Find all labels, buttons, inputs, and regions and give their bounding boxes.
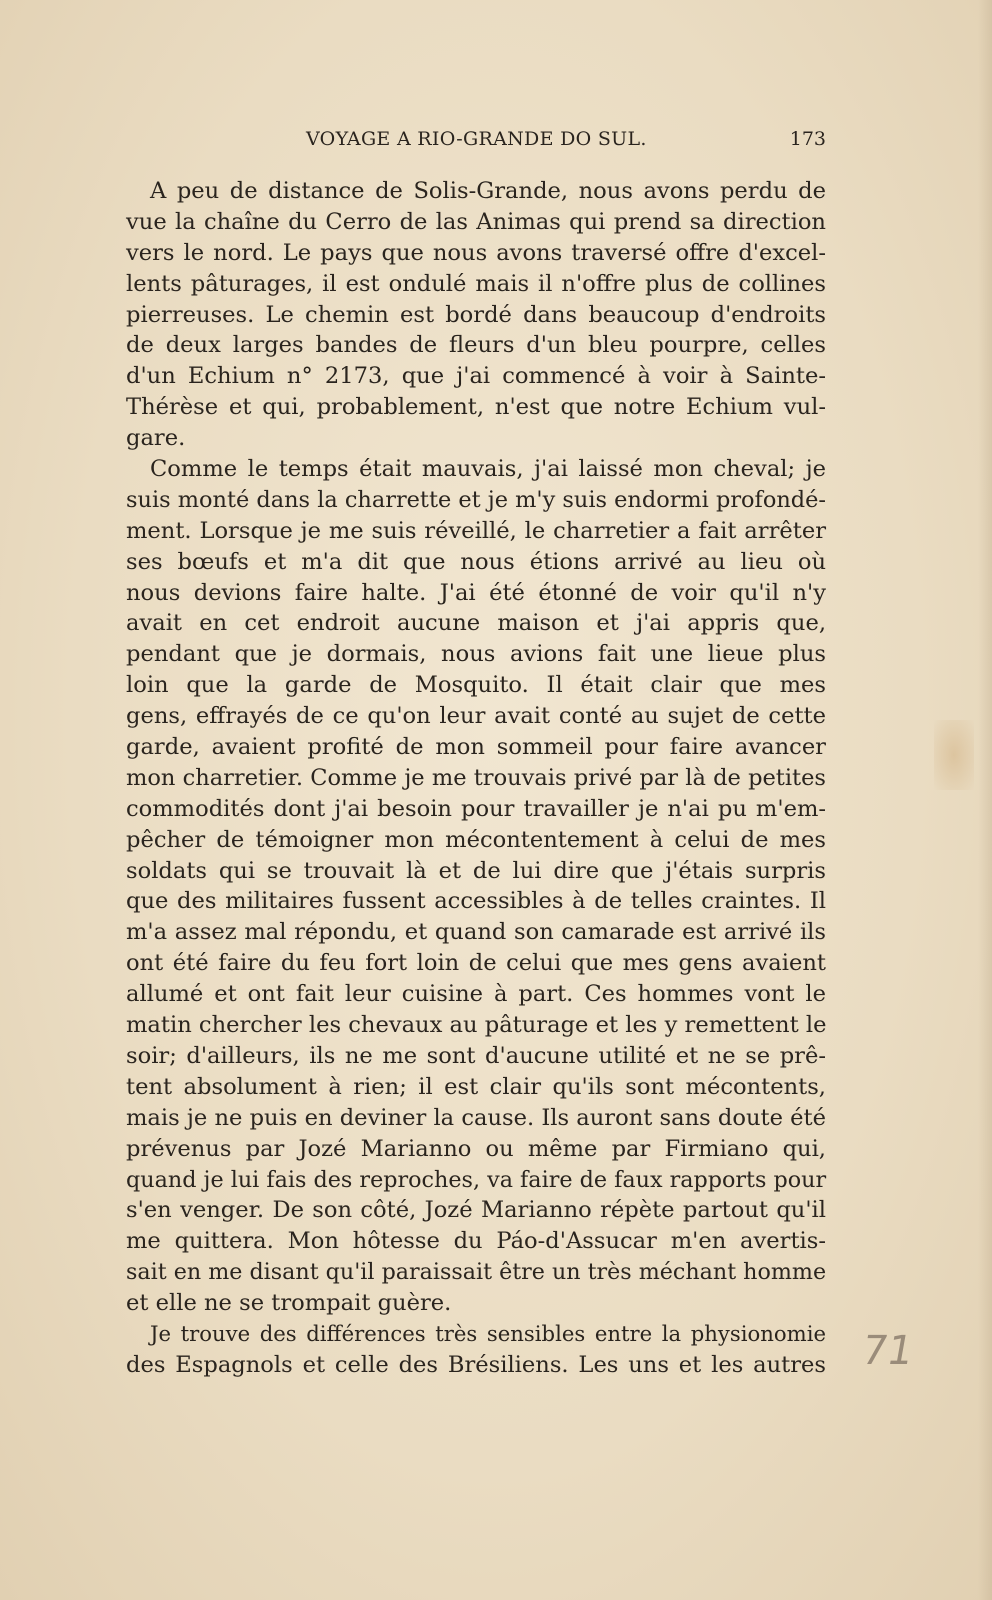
text-line: A peu de distance de Solis-Grande, nous avons perdu de bbox=[150, 178, 826, 204]
text-line: vers le nord. Le pays que nous avons traversé offre d'excel- bbox=[126, 239, 826, 266]
text-line: vue la chaîne du Cerro de las Animas qui prend sa direction bbox=[126, 208, 826, 235]
text-line: ont été faire du feu fort loin de celui que mes gens avaient bbox=[126, 950, 826, 977]
text-line: loin que la garde de Mosquito. Il était clair que mes bbox=[126, 672, 826, 699]
text-line: commodités dont j'ai besoin pour travailler je n'ai pu m'em- bbox=[126, 795, 826, 822]
text-line: des Espagnols et celle des Brésiliens. Les uns et les autres bbox=[126, 1351, 826, 1378]
text-line: ses bœufs et m'a dit que nous étions arrivé au lieu où bbox=[126, 548, 826, 575]
margin-annotation: 71 bbox=[857, 1328, 917, 1374]
text-line: me quittera. Mon hôtesse du Páo-d'Assucar m'en avertis- bbox=[126, 1228, 826, 1255]
text-line: allumé et ont fait leur cuisine à part. Ces hommes vont le bbox=[126, 981, 826, 1008]
text-line: de deux larges bandes de fleurs d'un bleu pourpre, celles bbox=[126, 332, 826, 359]
text-line: matin chercher les chevaux au pâturage et les y remettent le bbox=[126, 1012, 827, 1039]
text-line: ment. Lorsque je me suis réveillé, le charretier a fait arrêter bbox=[126, 517, 826, 544]
text-line: s'en venger. De son côté, Jozé Marianno répète partout qu'il bbox=[126, 1197, 826, 1224]
text-line: garde, avaient profité de mon sommeil pour faire avancer bbox=[126, 734, 826, 761]
page-number: 173 bbox=[789, 128, 826, 150]
text-line: et elle ne se trompait guère. bbox=[126, 1290, 452, 1317]
page-header bbox=[126, 128, 826, 158]
text-line: sait en me disant qu'il paraissait être un très méchant homme bbox=[126, 1259, 827, 1286]
text-line: quand je lui fais des reproches, va faire de faux rapports pour bbox=[126, 1166, 827, 1193]
body-text bbox=[126, 176, 826, 1381]
text-line: suis monté dans la charrette et je m'y suis endormi profondé- bbox=[126, 486, 826, 513]
text-line: tent absolument à rien; il est clair qu'ils sont mécontents, bbox=[126, 1073, 826, 1100]
paper-stain bbox=[934, 720, 974, 790]
text-line: m'a assez mal répondu, et quand son camarade est arrivé ils bbox=[126, 919, 826, 946]
text-line: mon charretier. Comme je me trouvais privé par là de petites bbox=[126, 764, 826, 791]
text-line: gens, effrayés de ce qu'on leur avait conté au sujet de cette bbox=[126, 703, 826, 730]
page-edge-shading bbox=[978, 0, 992, 1600]
text-line: soir; d'ailleurs, ils ne me sont d'aucune utilité et ne se prê- bbox=[126, 1042, 826, 1069]
text-line: Comme le temps était mauvais, j'ai laissé mon cheval; je bbox=[150, 456, 826, 483]
text-line: Thérèse et qui, probablement, n'est que notre Echium vul- bbox=[126, 394, 826, 421]
text-line: mais je ne puis en deviner la cause. Ils auront sans doute été bbox=[126, 1104, 826, 1131]
running-title: VOYAGE A RIO-GRANDE DO SUL. bbox=[306, 128, 647, 150]
text-line: Je trouve des différences très sensibles entre la physionomie bbox=[150, 1320, 826, 1346]
text-line: soldats qui se trouvait là et de lui dire que j'étais surpris bbox=[126, 857, 826, 884]
text-line: d'un Echium n° 2173, que j'ai commencé à voir à Sainte- bbox=[126, 363, 826, 390]
text-line: gare. bbox=[126, 425, 186, 452]
text-line: avait en cet endroit aucune maison et j'ai appris que, bbox=[126, 610, 826, 637]
text-line: prévenus par Jozé Marianno ou même par Firmiano qui, bbox=[126, 1135, 826, 1162]
text-line: pêcher de témoigner mon mécontentement à celui de mes bbox=[126, 826, 826, 853]
text-line: pendant que je dormais, nous avions fait une lieue plus bbox=[126, 641, 826, 668]
text-line: nous devions faire halte. J'ai été étonné de voir qu'il n'y bbox=[126, 579, 826, 606]
text-line: que des militaires fussent accessibles à de telles craintes. Il bbox=[126, 888, 826, 915]
text-line: lents pâturages, il est ondulé mais il n'offre plus de collines bbox=[126, 270, 826, 297]
text-line: pierreuses. Le chemin est bordé dans beaucoup d'endroits bbox=[126, 301, 826, 328]
